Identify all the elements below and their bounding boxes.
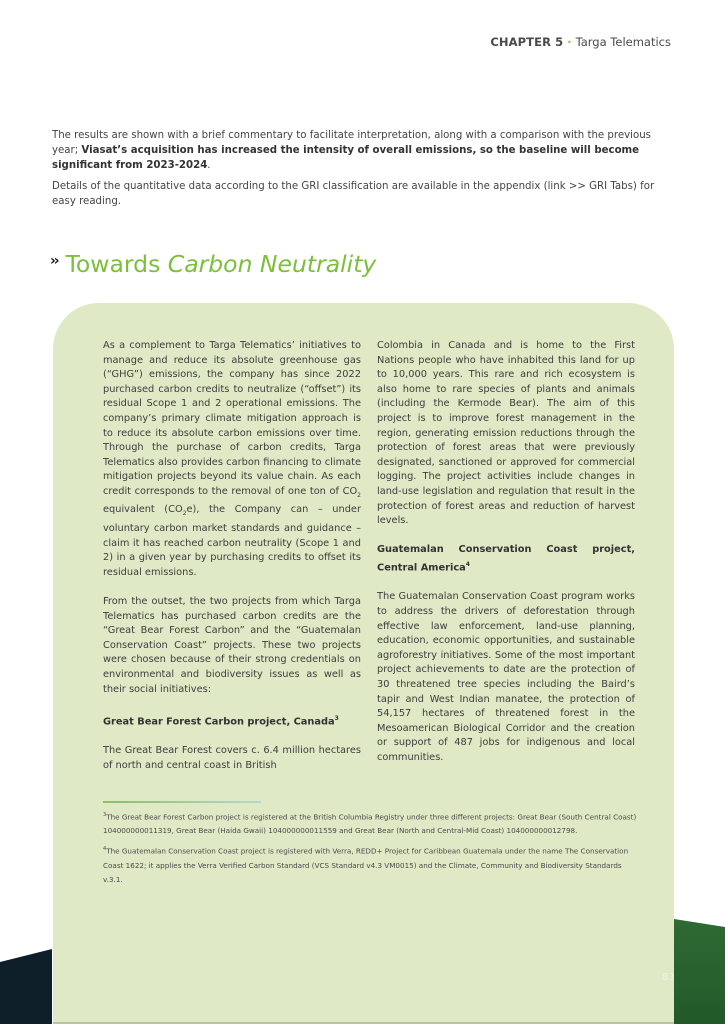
heading-guatemalan-coast: Guatemalan Conservation Coast project, Central America$^4$ bbox=[377, 544, 635, 574]
running-header bbox=[490, 35, 671, 49]
intro-emphasis: Viasat’s acquisition has increased the intensity of overall emissions, so the baseline will become significant from 2023-2024 bbox=[52, 145, 640, 171]
corner-decoration-left bbox=[0, 949, 52, 1024]
footnote-ref-3[interactable]: 3 bbox=[334, 714, 339, 722]
paragraph-carbon-credits: As a complement to Targa Telematics’ initiatives to manage and reduce its absolute greenhouse gas (“GHG”) emissions, the company has since 2022 purchased carbon credits to neutralize (“offset”) its residual Scope 1 and 2 operational emissions. The company’s primary climate mitigation approach is to reduce its absolute carbon emissions over time. Through the purchase of carbon credits, Targa Telematics also provides carbon financing to climate mitigation projects beyond its value chain. As each credit corresponds to the removal of one ton of $CO_2$ equivalent $(CO_2e)$, the Company can – under voluntary carbon market standards and guidance – claim it has reached carbon neutrality (Scope 1 and 2) in a given year by purchasing credits to offset its residual emissions. bbox=[103, 340, 361, 578]
paragraph-guatemalan-coast: The Guatemalan Conservation Coast program works to address the drivers of deforestation through effective law enforcement, land-use planning, education, economic opportunities, and sustainable agroforestry initiatives. Some of the most important project achievements to date are the protection of 30 threatened tree species including the Baird’s tapir and West Indian manatee, the protection of 54,157 hectares of threatened forest in the Mesoamerican Biological Corridor and the creation or support of 487 jobs for indigenous and local communities. bbox=[377, 591, 635, 763]
section-label: Targa Telematics bbox=[575, 35, 671, 49]
intro-paragraph-1: The results are shown with a brief commentary to facilitate interpretation, along with a comparison with the previous year; Viasat’s acquisition has increased the intensity of overall emissions, so the baseline will become significant from 2023-2024. bbox=[52, 130, 651, 171]
section-heading bbox=[50, 250, 376, 278]
corner-decoration-right bbox=[674, 919, 725, 1024]
paragraph-projects: From the outset, the two projects from which Targa Telematics has purchased carbon credits are the “Great Bear Forest Carbon” and the “Guatemalan Conservation Coast” projects. These two projects were chosen because of their strong credentials on environmental and biodiversity issues as well as their social initiatives: bbox=[103, 596, 361, 695]
footnote-divider bbox=[103, 801, 261, 803]
paragraph-great-bear-start: The Great Bear Forest covers c. 6.4 million hectares of north and central coast in British bbox=[103, 745, 361, 771]
heading-great-bear: Great Bear Forest Carbon project, Canada$^3$ bbox=[103, 714, 339, 728]
chapter-label: CHAPTER 5 bbox=[490, 35, 564, 49]
footnote-ref-4[interactable]: 4 bbox=[465, 560, 470, 568]
section-title-text: Towards Carbon Neutrality bbox=[65, 250, 377, 278]
right-column bbox=[377, 339, 635, 780]
intro-text bbox=[52, 128, 674, 215]
double-chevron-icon: ›› bbox=[50, 253, 58, 269]
left-column bbox=[103, 339, 361, 773]
page-number: 83 bbox=[662, 972, 675, 983]
footnote-4: $^4$The Guatemalan Conservation Coast project is registered with Verra, REDD+ Project for Caribbean Guatemala under the name The Conservation Coast 1622; it applies the Verra Verified Carbon Standard (VCS Standard v4.3 VM0015) and the Climate, Community and Biodiversity Standards v.3.1. bbox=[103, 846, 629, 884]
intro-paragraph-2: Details of the quantitative data according to the GRI classification are available in the appendix (link >> GRI Tabs) for easy reading. bbox=[52, 181, 655, 207]
footnote-3: $^3$The Great Bear Forest Carbon project is registered at the British Columbia Registry under three different projects: Great Bear (South Central Coast) 104000000011319, Great Bear (Haida Gwaii) 104000000011559 and Great Bear (North and Central-Mid Coast) 104000000012798. bbox=[103, 812, 637, 836]
paragraph-great-bear-cont: Colombia in Canada and is home to the First Nations people who have inhabited this land for up to 10,000 years. This rare and rich ecosystem is also home to rare species of plants and animals (including the Kermode Bear). The aim of this project is to improve forest management in the region, generating emission reductions through the protection of forest areas that were previously designated, sanctioned or approved for commercial logging. The project activities include changes in land-use legislation and regulation that result in the protection of forest areas and reduction of harvest levels. bbox=[377, 340, 635, 527]
header-separator: · bbox=[567, 35, 572, 49]
footnotes bbox=[103, 808, 643, 891]
